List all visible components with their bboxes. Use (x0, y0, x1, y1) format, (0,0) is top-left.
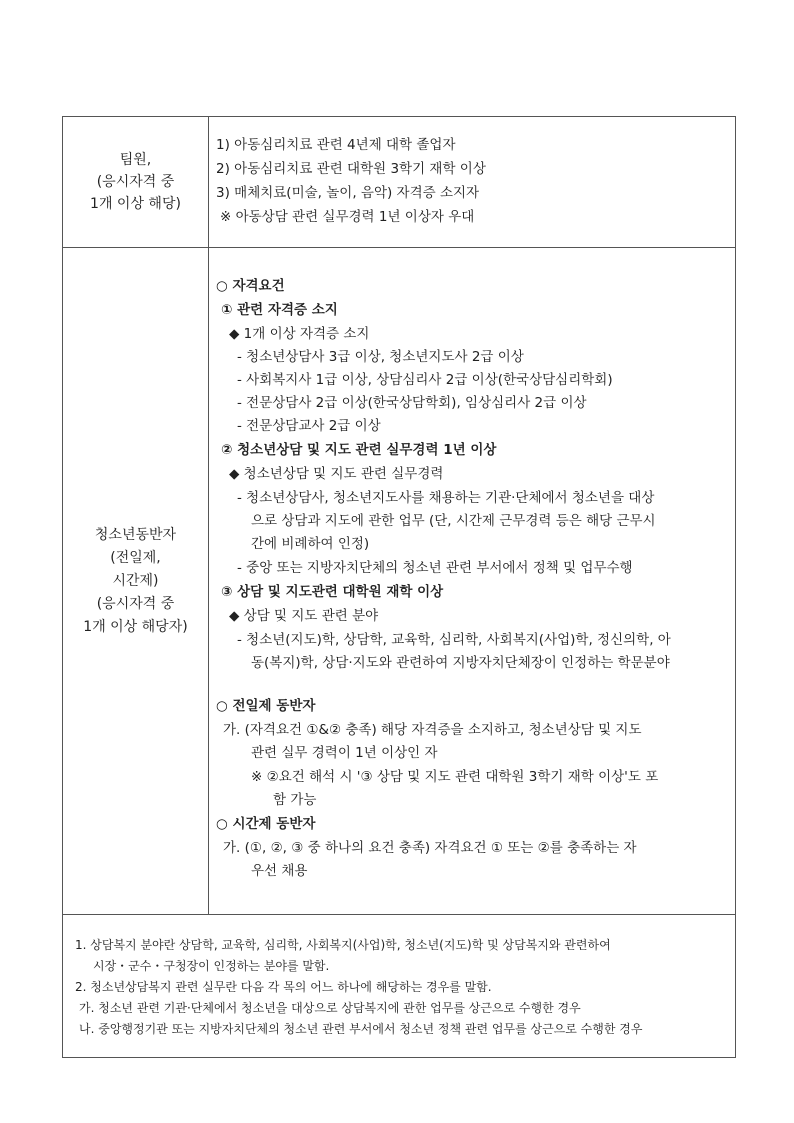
footnote-line: 나. 중앙행정기관 또는 지방자치단체의 청소년 관련 부서에서 청소년 정책 관련 업무를 상근으로 수행한 경우 (79, 1022, 643, 1036)
section-heading: ○ 자격요건 (216, 278, 285, 294)
requirement-item: - 사회복지사 1급 이상, 상담심리사 2급 이상(한국상담심리학회) (237, 372, 613, 388)
condition-note-cont: 함 가능 (273, 792, 317, 808)
row2-label-cell (63, 248, 208, 914)
requirement-item: - 청소년상담사, 청소년지도사를 채용하는 기관·단체에서 청소년을 대상 (237, 490, 655, 506)
requirement-item: - 청소년(지도)학, 상담학, 교육학, 심리학, 사회복지(사업)학, 정신의학, 아 (237, 632, 671, 648)
row2-content-cell (209, 248, 735, 914)
row2-label-line: 시간제) (112, 572, 159, 589)
section-heading: ○ 시간제 동반자 (216, 816, 316, 832)
requirement-subheading: ◆ 청소년상담 및 지도 관련 실무경력 (229, 466, 444, 482)
footnote-line: 가. 청소년 관련 기관·단체에서 청소년을 대상으로 상담복지에 관한 업무를 상근으로 수행한 경우 (79, 1001, 581, 1015)
requirement-item: - 전문상담교사 2급 이상 (237, 418, 381, 434)
row1-label-line: (응시자격 중 (96, 174, 175, 190)
row1-line: ※ 아동상담 관련 실무경력 1년 이상자 우대 (220, 209, 475, 225)
row1-line: 1) 아동심리치료 관련 4년제 대학 졸업자 (216, 137, 456, 153)
footnote-line: 2. 청소년상담복지 관련 실무란 다음 각 목의 어느 하나에 해당하는 경우를 말함. (75, 980, 492, 994)
row2-label-line: 1개 이상 해당자) (83, 618, 188, 635)
condition-item: 가. (자격요건 ①&② 충족) 해당 자격증을 소지하고, 청소년상담 및 지도 (223, 722, 642, 738)
row2-label-line: 청소년동반자 (94, 526, 177, 543)
section-heading: ○ 전일제 동반자 (216, 698, 316, 714)
requirement-heading: ② 청소년상담 및 지도 관련 실무경력 1년 이상 (221, 442, 497, 458)
row1-line: 2) 아동심리치료 관련 대학원 3학기 재학 이상 (216, 161, 486, 177)
requirement-item: - 중앙 또는 지방자치단체의 청소년 관련 부서에서 정책 및 업무수행 (237, 560, 633, 576)
requirement-item: - 전문상담사 2급 이상(한국상담학회), 임상심리사 2급 이상 (237, 395, 587, 411)
footnote-line: 시장・군수・구청장이 인정하는 분야를 말함. (93, 959, 330, 973)
requirement-heading: ③ 상담 및 지도관련 대학원 재학 이상 (221, 584, 444, 600)
row1-line: 3) 매체치료(미술, 놀이, 음악) 자격증 소지자 (216, 185, 480, 201)
row1-label-line: 팀원, (119, 152, 152, 168)
row1-content-cell (209, 117, 735, 247)
qualification-table (62, 116, 736, 1058)
condition-item-cont: 우선 채용 (251, 863, 308, 879)
condition-item-cont: 관련 실무 경력이 1년 이상인 자 (251, 745, 438, 761)
footnote-line: 1. 상담복지 분야란 상담학, 교육학, 심리학, 사회복지(사업)학, 청소년(지도)학 및 상담복지와 관련하여 (75, 938, 611, 952)
row1-label-cell (63, 117, 208, 247)
row2-label-line: (응시자격 중 (96, 595, 175, 612)
row1-label-line: 1개 이상 해당) (90, 196, 181, 212)
condition-item: 가. (①, ②, ③ 중 하나의 요건 충족) 자격요건 ① 또는 ②를 충족하는 자 (223, 840, 637, 856)
footnotes-cell (63, 915, 735, 1057)
row2-label-line: (전일제, (110, 549, 161, 566)
requirement-item-cont: 으로 상담과 지도에 관한 업무 (단, 시간제 근무경력 등은 해당 근무시 (251, 513, 656, 529)
requirement-heading: ① 관련 자격증 소지 (221, 302, 338, 318)
requirement-subheading: ◆ 상담 및 지도 관련 분야 (229, 608, 379, 624)
requirement-item-cont: 간에 비례하여 인정) (251, 536, 370, 552)
condition-note: ※ ②요건 해석 시 '③ 상담 및 지도 관련 대학원 3학기 재학 이상'도 포 (251, 769, 659, 785)
requirement-subheading: ◆ 1개 이상 자격증 소지 (229, 326, 370, 342)
requirement-item-cont: 동(복지)학, 상담·지도와 관련하여 지방자치단체장이 인정하는 학문분야 (251, 655, 670, 671)
requirement-item: - 청소년상담사 3급 이상, 청소년지도사 2급 이상 (237, 349, 524, 365)
